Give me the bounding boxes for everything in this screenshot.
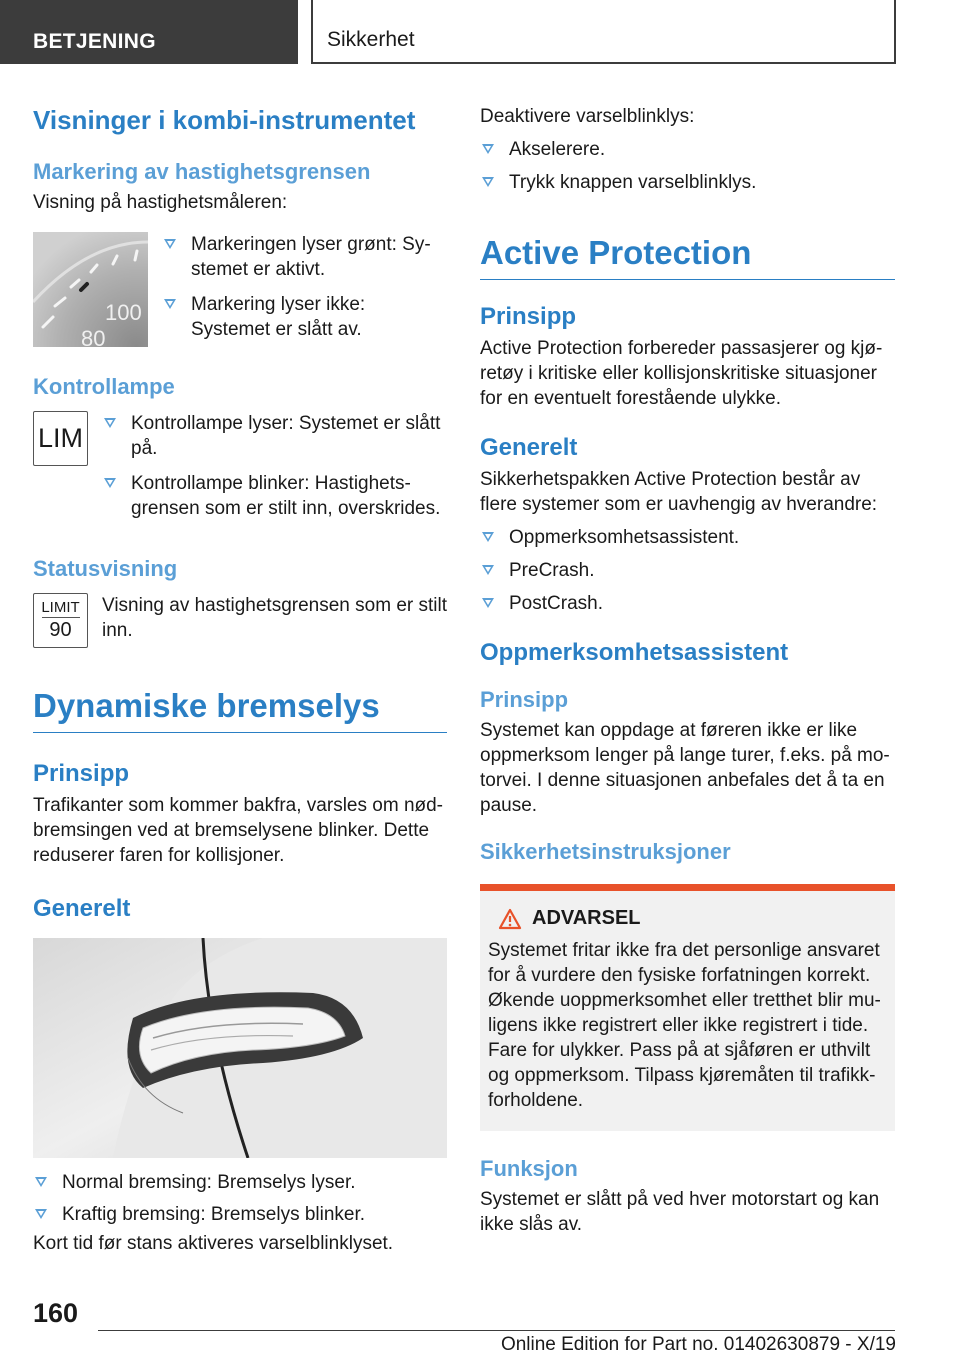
speed-limit-intro: Visning på hastighetsmåleren: xyxy=(33,192,288,213)
warning-text: Systemet fritar ikke fra det personlige ansvaret for å vurdere den fysiske forfatningen korrekt. Økende uoppmerksomhet eller tretthet blir mu-ligens ikke registrert eller ikke registrert i tide. Fare for ulykker. Pass på at sjåføren er uthvilt og oppmerksom. Tilpass kjøremåten til trafikk-forholdene. xyxy=(488,940,881,1111)
list-item: Markeringen lyser grønt: Sy-stemet er aktivt. xyxy=(162,232,447,282)
lim-lamp-icon: LIM xyxy=(33,411,88,466)
speedometer-graphic xyxy=(33,232,148,347)
triangle-bullet-icon xyxy=(482,177,494,187)
list-item: Kraftig bremsing: Bremselys blinker. xyxy=(33,1202,447,1227)
ap-principle-heading: Prinsipp xyxy=(480,303,577,330)
right-column xyxy=(480,100,895,1237)
list-item: Akselerere. xyxy=(480,137,895,162)
control-lamp-heading: Kontrollampe xyxy=(33,374,175,399)
warning-title: ADVARSEL xyxy=(532,907,641,929)
tail-light-graphic xyxy=(33,938,447,1158)
list-item: Trykk knappen varselblinklys. xyxy=(480,170,895,195)
principle-text: Trafikanter som kommer bakfra, varsles om nød-bremsingen ved at bremselysene blinker. Dette reduserer faren for kollisjoner. xyxy=(33,795,444,866)
triangle-bullet-icon xyxy=(104,478,116,488)
list-item: Kontrollampe lyser: Systemet er slått på. xyxy=(102,411,447,461)
general-heading: Generelt xyxy=(33,895,131,922)
section-tab xyxy=(0,0,298,64)
brake-lights-title: Dynamiske bremselys xyxy=(33,684,447,733)
principle-heading: Prinsipp xyxy=(33,760,130,787)
triangle-bullet-icon xyxy=(482,532,494,542)
warning-box xyxy=(480,884,895,1131)
triangle-bullet-icon xyxy=(482,144,494,154)
safety-heading: Sikkerhetsinstruksjoner xyxy=(480,839,731,864)
section-label: BETJENING xyxy=(33,30,156,53)
ap-general-heading: Generelt xyxy=(480,434,578,461)
ap-principle-text: Active Protection forbereder passasjerer og kjø-retøy i kritiske eller kollisjonskritiske situasjoner for en eventuelt forestående ulykke. xyxy=(480,338,883,409)
speed-limit-heading: Markering av hastighetsgrensen xyxy=(33,159,371,184)
list-item: Markering lyser ikke: Systemet er slått av. xyxy=(162,292,447,342)
speedo-80: 80 xyxy=(81,326,106,347)
speedo-100: 100 xyxy=(105,300,142,325)
attention-principle-heading: Prinsipp xyxy=(480,687,569,712)
ap-general-text: Sikkerhetspakken Active Protection består av flere systemer som er uavhengig av hverandre: xyxy=(480,469,878,515)
list-item: PostCrash. xyxy=(480,591,895,616)
warning-triangle-icon xyxy=(498,908,522,930)
triangle-bullet-icon xyxy=(164,299,176,309)
chapter-label: Sikkerhet xyxy=(327,28,415,51)
function-heading: Funksjon xyxy=(480,1156,578,1181)
triangle-bullet-icon xyxy=(35,1209,47,1219)
deactivate-intro: Deaktivere varselblinklys: xyxy=(480,106,695,127)
list-item: Kontrollampe blinker: Hastighets-grensen som er stilt inn, overskrides. xyxy=(102,471,447,521)
chapter-tab xyxy=(311,0,896,64)
triangle-bullet-icon xyxy=(104,418,116,428)
page-number: 160 xyxy=(33,1298,79,1328)
triangle-bullet-icon xyxy=(482,565,494,575)
left-column xyxy=(33,100,447,1256)
attention-principle-text: Systemet kan oppdage at føreren ikke er like oppmerksom lenger på lange turer, f.eks. på mo-torvei. I denne situasjonen anbefales det å ta en pause. xyxy=(480,720,890,816)
triangle-bullet-icon xyxy=(164,239,176,249)
status-heading: Statusvisning xyxy=(33,556,178,581)
list-item: Normal bremsing: Bremselys lyser. xyxy=(33,1170,447,1195)
active-protection-title: Active Protection xyxy=(480,231,895,280)
section-title: Visninger i kombi-instrumentet xyxy=(33,105,416,135)
function-text: Systemet er slått på ved hver motorstart og kan ikke slås av. xyxy=(480,1189,880,1235)
list-item: Oppmerksomhetsassistent. xyxy=(480,525,895,550)
footer-divider xyxy=(98,1330,895,1331)
status-text: Visning av hastighetsgrensen som er stilt inn. xyxy=(102,595,447,641)
edition-text: Online Edition for Part no. 01402630879 - X/19 xyxy=(500,1334,896,1355)
triangle-bullet-icon xyxy=(482,598,494,608)
list-item: PreCrash. xyxy=(480,558,895,583)
triangle-bullet-icon xyxy=(35,1177,47,1187)
tail-light-image xyxy=(33,938,447,1158)
attention-heading: Oppmerksomhetsassistent xyxy=(480,639,789,666)
speedometer-image xyxy=(33,232,148,347)
brake-note: Kort tid før stans aktiveres varselblinklyset. xyxy=(33,1233,394,1254)
limit-status-icon: LIMIT 90 xyxy=(33,593,88,648)
